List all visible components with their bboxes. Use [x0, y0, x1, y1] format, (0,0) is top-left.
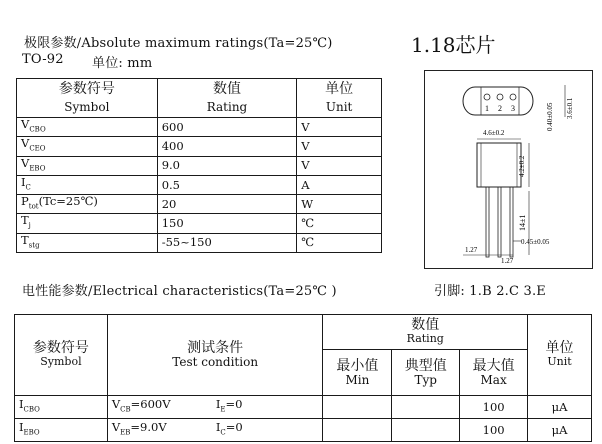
- absolute-ratings-table: [16, 78, 382, 253]
- header-rating-zh: 数值: [411, 317, 440, 334]
- condition-text: =0: [225, 397, 243, 412]
- rating-cell: 400: [157, 137, 297, 156]
- min-cell: [323, 419, 392, 442]
- max-cell: 100: [460, 419, 528, 442]
- symbol-cell: [17, 214, 158, 233]
- condition-text: I: [215, 397, 221, 412]
- header-min-en: Min: [345, 372, 370, 387]
- symbol-text: I: [19, 397, 24, 412]
- header-typ-en: Typ: [414, 372, 437, 387]
- symbol-suffix: (Tc=25℃): [38, 194, 98, 209]
- unit-cell: V: [297, 156, 382, 175]
- condition-voltage: [112, 397, 216, 416]
- symbol-cell: [17, 175, 158, 194]
- header-condition: [107, 315, 323, 396]
- absolute-ratings-title: 极限参数/Absolute maximum ratings(Ta=25℃): [24, 36, 333, 51]
- pinout-label: 引脚: 1.B 2.C 3.E: [434, 284, 546, 299]
- rating-cell: -55~150: [157, 233, 297, 252]
- rating-cell: 600: [157, 118, 297, 137]
- symbol-text: V: [21, 117, 30, 131]
- condition-subscript: EB: [120, 428, 131, 437]
- dim-body-height: 4.2±0.2: [518, 155, 526, 177]
- table-row: [17, 214, 382, 233]
- header-min: [323, 350, 392, 396]
- header-min-zh: 最小值: [336, 357, 379, 374]
- header-symbol-en: Symbol: [64, 100, 110, 114]
- table-row: [17, 156, 382, 175]
- unit-cell: μA: [528, 396, 592, 419]
- unit-label: 单位: mm: [92, 56, 153, 71]
- symbol-text: I: [21, 174, 26, 189]
- condition-text: V: [111, 420, 121, 435]
- table-row: [15, 396, 592, 419]
- to92-package-svg: [425, 71, 592, 268]
- symbol-text: T: [21, 232, 29, 247]
- condition-current: [215, 397, 243, 414]
- dim-pitch-1: 1.27: [465, 246, 478, 254]
- table-row: [17, 233, 382, 252]
- symbol-cell: [15, 396, 108, 419]
- symbol-text: P: [21, 194, 29, 209]
- symbol-text: V: [21, 155, 30, 170]
- table-row: [17, 195, 382, 214]
- symbol-subscript: C: [25, 183, 31, 192]
- header-rating: [323, 315, 528, 350]
- table-header-row: [17, 79, 382, 118]
- rating-cell: 150: [157, 214, 297, 233]
- header-unit-en: Unit: [325, 100, 353, 114]
- front-view-body: [477, 143, 521, 187]
- header-symbol: [15, 315, 108, 396]
- symbol-text: T: [21, 213, 29, 228]
- unit-cell: μA: [528, 419, 592, 442]
- condition-text: =9.0V: [130, 420, 167, 435]
- symbol-subscript: CBO: [29, 125, 46, 134]
- max-cell: 100: [460, 396, 528, 419]
- dim-height-top: 3.6±0.1: [566, 97, 574, 119]
- condition-text: I: [215, 420, 221, 435]
- unit-cell: W: [297, 195, 382, 214]
- table-row: [17, 175, 382, 194]
- unit-cell: A: [297, 175, 382, 194]
- symbol-cell: [17, 137, 158, 156]
- header-symbol-zh: 参数符号: [58, 81, 115, 97]
- condition-current: [215, 420, 243, 437]
- condition-text: =0: [225, 420, 243, 435]
- header-rating-en: Rating: [206, 100, 248, 114]
- condition-voltage: [112, 420, 216, 439]
- lead: [498, 187, 501, 257]
- pin-hole: [510, 94, 516, 100]
- pin-number: 3: [511, 104, 515, 113]
- electrical-table: [14, 314, 592, 442]
- unit-cell: ℃: [297, 233, 382, 252]
- table-row: [15, 419, 592, 442]
- header-unit: [528, 315, 592, 396]
- header-rating-zh: 数值: [212, 81, 241, 97]
- header-max: [460, 350, 528, 396]
- header-max-zh: 最大值: [472, 357, 515, 374]
- lead: [510, 187, 513, 257]
- symbol-subscript: stg: [28, 241, 40, 250]
- unit-cell: ℃: [297, 214, 382, 233]
- pin-number: 2: [498, 104, 502, 113]
- symbol-text: I: [19, 420, 24, 435]
- symbol-subscript: CEO: [29, 144, 46, 153]
- header-condition-zh: 测试条件: [187, 340, 244, 356]
- condition-text: V: [111, 397, 121, 412]
- condition-subscript: C: [220, 428, 226, 437]
- header-typ: [392, 350, 460, 396]
- table-row: [17, 118, 382, 137]
- symbol-text: V: [21, 136, 30, 151]
- dim-pitch-2: 1.27: [501, 257, 514, 265]
- header-rating-en: Rating: [406, 332, 444, 346]
- condition-subscript: E: [220, 405, 226, 414]
- dim-lead-width: 0.45±0.05: [521, 238, 550, 246]
- symbol-cell: [17, 156, 158, 175]
- condition-text: =600V: [130, 397, 171, 412]
- symbol-subscript: CBO: [23, 405, 40, 414]
- package-drawing: [424, 70, 593, 269]
- header-symbol-en: Symbol: [40, 355, 82, 368]
- dim-lead-thickness: 0.40±0.05: [546, 102, 554, 131]
- lead: [486, 187, 489, 257]
- symbol-cell: [17, 233, 158, 252]
- unit-cell: V: [297, 137, 382, 156]
- table-header-row: [15, 315, 592, 350]
- unit-cell: V: [297, 118, 382, 137]
- header-condition-en: Test condition: [172, 355, 259, 369]
- header-symbol-zh: 参数符号: [32, 340, 89, 356]
- condition-subscript: CB: [120, 405, 131, 414]
- symbol-cell: [17, 195, 158, 214]
- header-unit-zh: 单位: [325, 81, 354, 97]
- rating-cell: 0.5: [157, 175, 297, 194]
- dim-lead-length: 14±1: [518, 214, 527, 231]
- min-cell: [323, 396, 392, 419]
- package-label: TO-92: [22, 52, 64, 67]
- symbol-subscript: tot: [28, 202, 39, 211]
- symbol-cell: [15, 419, 108, 442]
- pin-number: 1: [485, 104, 489, 113]
- condition-cell: [107, 419, 323, 442]
- pin-hole: [497, 94, 503, 100]
- electrical-title: 电性能参数/Electrical characteristics(Ta=25℃ ): [22, 284, 337, 299]
- symbol-subscript: EBO: [29, 163, 46, 172]
- header-unit: [297, 79, 382, 118]
- dim-body-width: 4.6±0.2: [483, 129, 505, 137]
- symbol-subscript: j: [28, 221, 31, 230]
- typ-cell: [392, 419, 460, 442]
- header-unit-en: Unit: [547, 355, 572, 368]
- rating-cell: 9.0: [157, 156, 297, 175]
- condition-cell: [107, 396, 323, 419]
- symbol-cell: [17, 118, 158, 137]
- symbol-subscript: EBO: [23, 428, 40, 437]
- header-symbol: [17, 79, 158, 118]
- rating-cell: 20: [157, 195, 297, 214]
- header-typ-zh: 典型值: [404, 357, 447, 374]
- header-unit-zh: 单位: [545, 340, 574, 356]
- header-rating: [157, 79, 297, 118]
- chip-label: 1.18芯片: [411, 33, 496, 57]
- pin-hole: [484, 94, 490, 100]
- table-row: [17, 137, 382, 156]
- typ-cell: [392, 396, 460, 419]
- header-max-en: Max: [480, 372, 507, 387]
